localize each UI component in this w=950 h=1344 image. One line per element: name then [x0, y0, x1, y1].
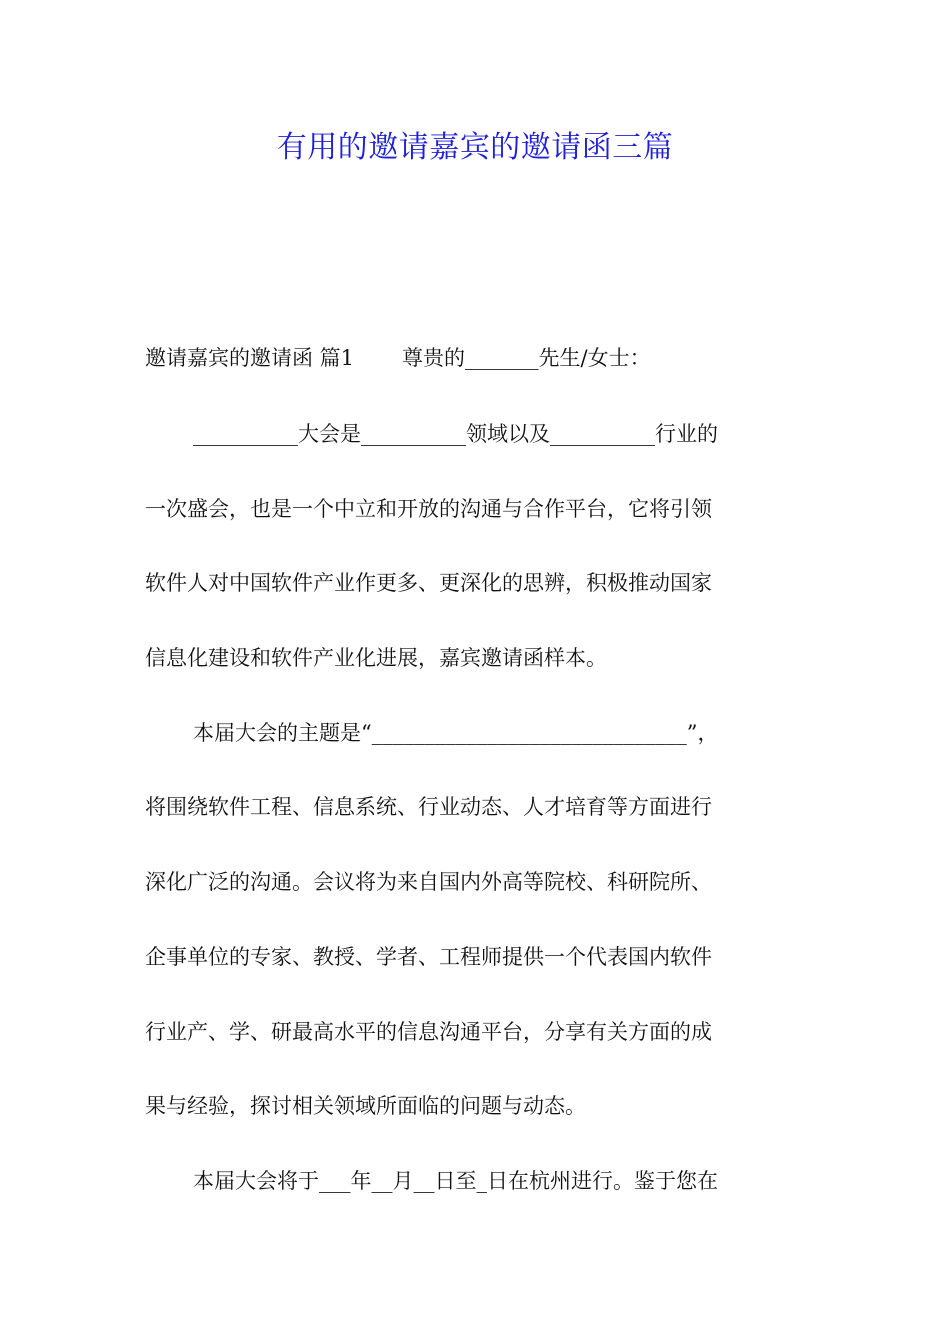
- paragraph-line: 深化广泛的沟通。会议将为来自国内外高等院校、科研院所、: [145, 870, 712, 894]
- paragraph-line: 本届大会的主题是“______________________________”，: [193, 721, 719, 745]
- paragraph-line: __________大会是__________领域以及__________行业的: [193, 422, 718, 446]
- paragraph-line: 本届大会将于___年__月__日至_日在杭州进行。鉴于您在: [193, 1169, 718, 1193]
- salutation: 尊贵的_______先生/女士：: [402, 346, 651, 370]
- paragraph-line: 果与经验，探讨相关领域所面临的问题与动态。: [145, 1094, 586, 1118]
- document-title: 有用的邀请嘉宾的邀请函三篇: [276, 130, 674, 165]
- paragraph-line: 企事单位的专家、教授、学者、工程师提供一个代表国内软件: [145, 945, 712, 969]
- heading-line: [145, 343, 815, 373]
- paragraph-line: 一次盛会，也是一个中立和开放的沟通与合作平台，它将引领: [145, 497, 712, 521]
- section-heading: 邀请嘉宾的邀请函 篇1: [145, 346, 355, 370]
- paragraph-line: 将围绕软件工程、信息系统、行业动态、人才培育等方面进行: [145, 795, 712, 819]
- paragraph-line: 软件人对中国软件产业作更多、更深化的思辨，积极推动国家: [145, 571, 712, 595]
- paragraph-line: 行业产、学、研最高水平的信息沟通平台，分享有关方面的成: [145, 1020, 712, 1044]
- paragraph-line: 信息化建设和软件产业化进展，嘉宾邀请函样本。: [145, 646, 607, 670]
